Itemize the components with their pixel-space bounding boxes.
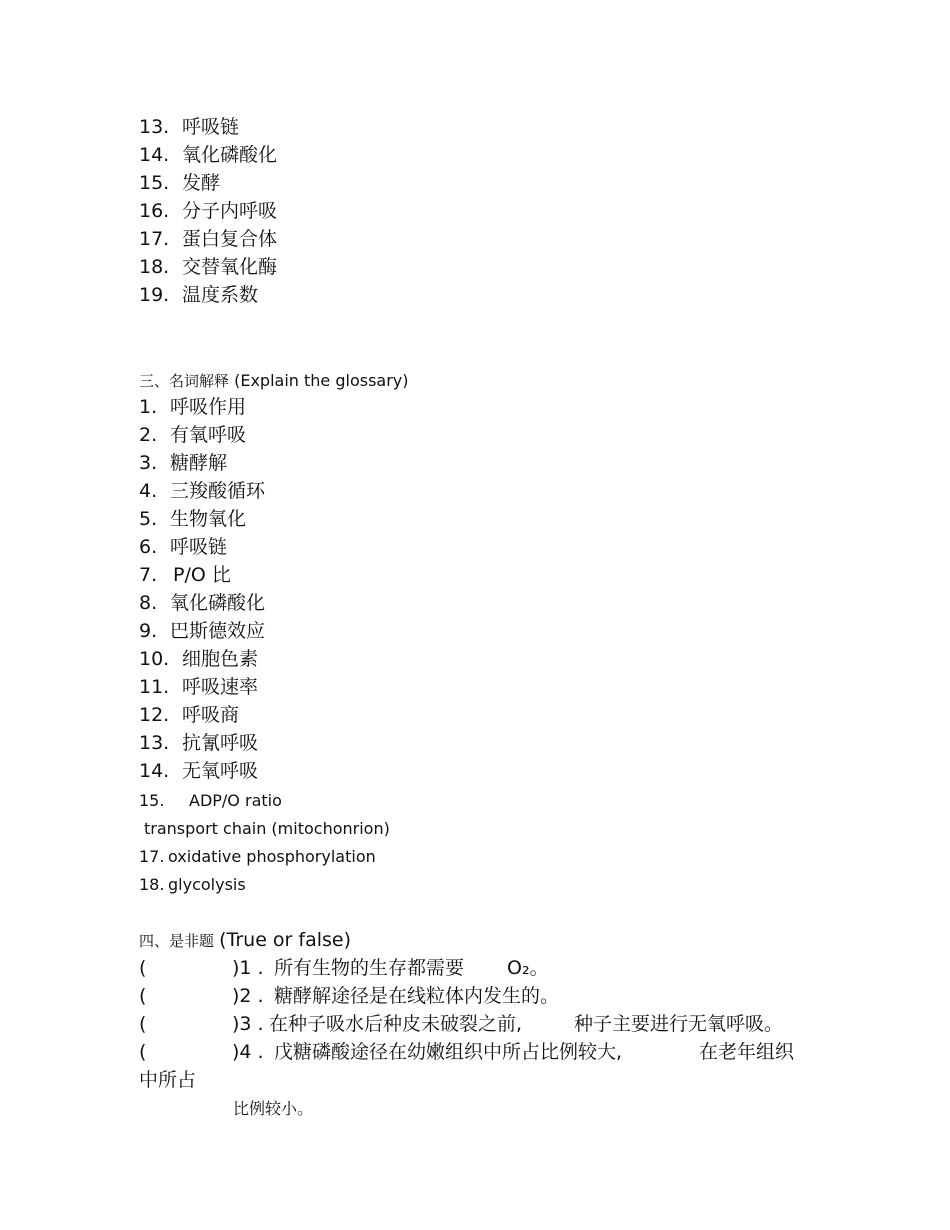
item-number: 5. [139,508,158,530]
item-number: 4. [139,480,158,502]
item-number: 15. [139,791,165,810]
item-text: 呼吸速率 [182,676,259,698]
item-number: )4 . [232,1041,264,1063]
list-item [139,202,277,221]
list-item [139,706,239,725]
item-number: 17. [139,228,170,250]
heading-cn: 三、名词解释 [139,372,230,390]
list-item [139,174,220,193]
item-text: 所有生物的生存都需要 [274,957,465,979]
item-number: 13. [139,732,170,754]
list-item [144,821,390,837]
list-item [139,793,282,809]
item-text: 无氧呼吸 [182,760,259,782]
item-text: 呼吸商 [182,704,240,726]
tf-item-continuation: 中所占 [139,1069,197,1091]
item-text: 有氧呼吸 [170,424,247,446]
heading-en: (True or false) [219,929,352,951]
heading-cn: 四、是非题 [139,932,215,950]
item-number: 3. [139,452,158,474]
tf-item [139,987,839,1006]
item-number: 13. [139,116,170,138]
item-text: 发酵 [182,172,221,194]
item-number: 2. [139,424,158,446]
list-item [139,594,265,613]
item-text: 细胞色素 [182,648,259,670]
list-item [139,877,246,893]
item-number: 14. [139,760,170,782]
item-number: )3 . [232,1013,264,1035]
item-number: )1 . [232,957,264,979]
list-item [139,118,239,137]
item-text: 抗氰呼吸 [182,732,259,754]
list-item [139,538,227,557]
item-number: 18. [139,875,165,894]
item-text: 巴斯德效应 [170,620,266,642]
item-text: 呼吸链 [182,116,240,138]
item-text: P/O 比 [173,564,231,586]
item-text: ADP/O ratio [189,791,282,810]
item-number: 1. [139,396,158,418]
item-number: )2 . [232,985,264,1007]
tf-item [139,1015,839,1034]
item-number: 15. [139,172,170,194]
item-text: 生物氧化 [170,508,247,530]
item-number: 12. [139,704,170,726]
tf-item [139,1043,839,1062]
item-text: 氧化磷酸化 [182,144,278,166]
item-text-tail: O₂。 [507,957,549,979]
item-text: glycolysis [168,875,246,894]
item-number: 18. [139,256,170,278]
item-text: 氧化磷酸化 [170,592,266,614]
item-number: 16. [139,200,170,222]
item-text: 温度系数 [182,284,259,306]
section-heading-true-false [139,931,351,950]
list-item [139,734,258,753]
item-text-tail: 在老年组织 [699,1041,795,1063]
item-number: 6. [139,536,158,558]
item-number: 14. [139,144,170,166]
list-item [139,482,265,501]
list-item [139,286,258,305]
item-number: 17. [139,847,165,866]
list-item [139,230,277,249]
tf-item-continuation: 比例较小。 [233,1099,314,1118]
list-item [139,650,258,669]
item-number: 10. [139,648,170,670]
item-text: 戊糖磷酸途径在幼嫩组织中所占比例较大, [274,1041,623,1063]
list-item [139,258,277,277]
list-item [139,566,231,585]
list-item [139,622,265,641]
list-item [139,849,376,865]
item-text: 三羧酸循环 [170,480,266,502]
item-number: 11. [139,676,170,698]
list-item [139,762,258,781]
list-item [139,454,227,473]
answer-blank-open: ( [139,957,147,979]
item-text-tail: 种子主要进行无氧呼吸。 [574,1013,784,1035]
item-number: 19. [139,284,170,306]
list-item [139,510,246,529]
heading-en: (Explain the glossary) [234,371,409,390]
item-text: 蛋白复合体 [182,228,278,250]
item-text: 在种子吸水后种皮未破裂之前, [269,1013,523,1035]
section-heading-glossary [139,373,409,389]
answer-blank-open: ( [139,1041,147,1063]
list-item [139,678,258,697]
item-text: transport chain (mitochonrion) [144,819,390,838]
item-text: 呼吸链 [170,536,228,558]
item-text: 分子内呼吸 [182,200,278,222]
list-item [139,146,277,165]
item-text: oxidative phosphorylation [168,847,376,866]
item-number: 8. [139,592,158,614]
item-text: 交替氧化酶 [182,256,278,278]
answer-blank-open: ( [139,1013,147,1035]
answer-blank-open: ( [139,985,147,1007]
item-text: 呼吸作用 [170,396,247,418]
item-text: 糖酵解 [170,452,228,474]
item-number: 9. [139,620,158,642]
list-item [139,398,246,417]
tf-item [139,959,839,978]
list-item [139,426,246,445]
item-number: 7. [139,564,158,586]
item-text: 糖酵解途径是在线粒体内发生的。 [274,985,560,1007]
